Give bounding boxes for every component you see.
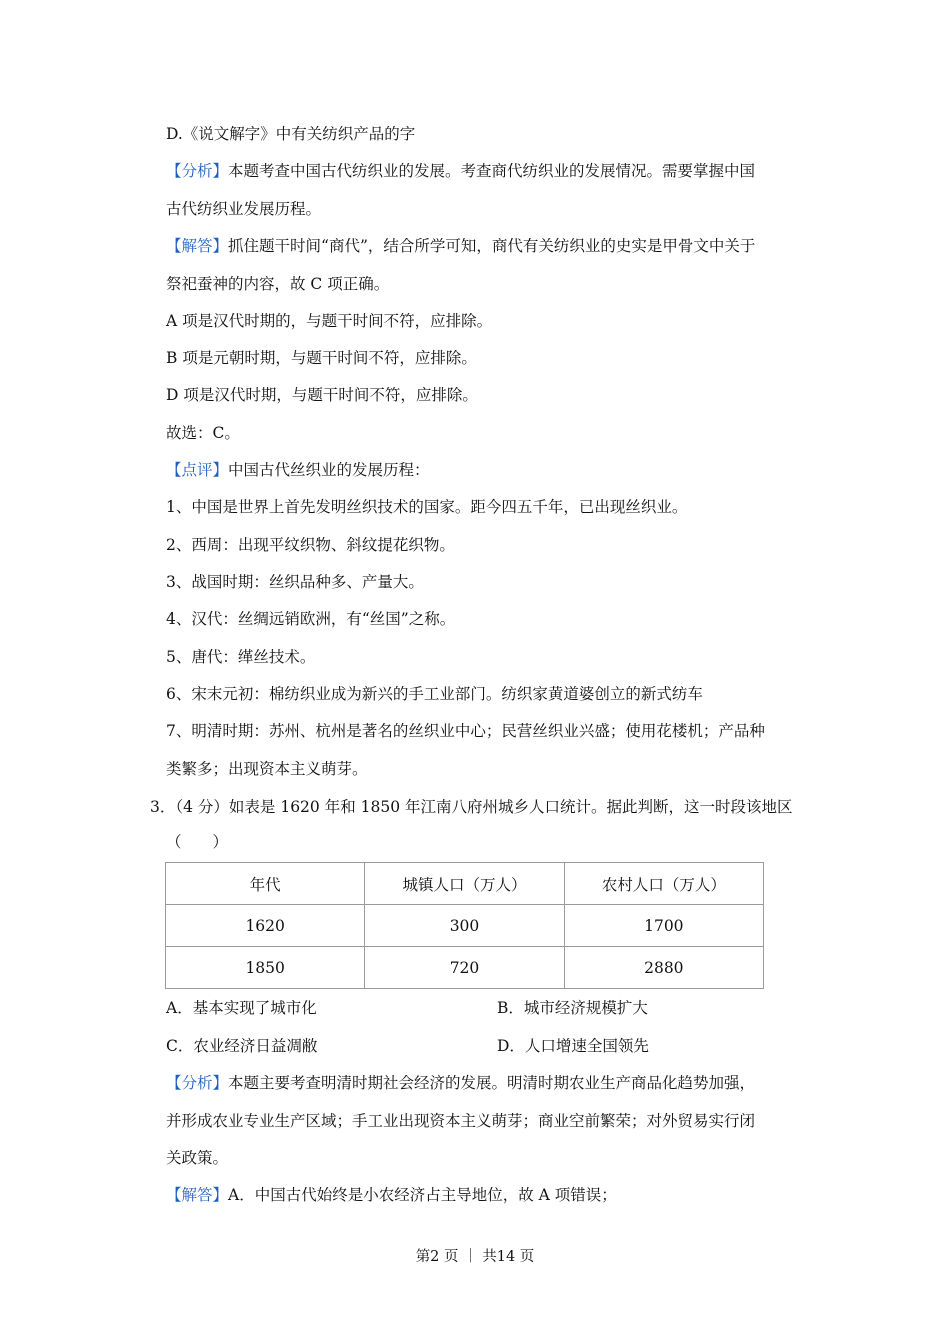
answer-text: 抓住题干时间“商代”，结合所学可知，商代有关纺织业的史实是甲骨文中关于 xyxy=(228,237,756,255)
analysis-tag: 【分析】 xyxy=(166,162,229,180)
q3-answer-line xyxy=(166,1185,816,1205)
answer-tag: 【解答】 xyxy=(166,237,229,255)
comment-item-7-cont: 类繁多；出现资本主义萌芽。 xyxy=(166,760,368,778)
question-3-stem: 3．（4 分）如表是 1620 年和 1850 年江南八府州城乡人口统计。据此判断，这一时段该地区 xyxy=(150,798,793,816)
answer-line xyxy=(166,236,816,256)
comment-item-5: 5、唐代：缂丝技术。 xyxy=(166,648,316,666)
table-cell: 1850 xyxy=(166,947,365,989)
analysis-text: 本题考查中国古代纺织业的发展。考查商代纺织业的发展情况。需要掌握中国 xyxy=(228,162,756,180)
comment-item-1: 1、中国是世界上首先发明丝织技术的国家。距今四五千年，已出现丝织业。 xyxy=(166,498,688,516)
answer-line-2: 祭祀蚕神的内容，故 C 项正确。 xyxy=(166,275,390,293)
q3-analysis-line xyxy=(166,1073,816,1093)
q3-answer-tag: 【解答】 xyxy=(166,1186,229,1204)
q3-answer-text: A．中国古代始终是小农经济占主导地位，故 A 项错误； xyxy=(228,1186,617,1204)
comment-item-2: 2、西周：出现平纹织物、斜纹提花织物。 xyxy=(166,536,455,554)
comment-tag: 【点评】 xyxy=(166,461,229,479)
option-c: C．农业经济日益凋敝 xyxy=(166,1037,318,1055)
comment-item-3: 3、战国时期：丝织品种多、产量大。 xyxy=(166,573,424,591)
table-header-cell: 农村人口（万人） xyxy=(564,863,763,905)
table-row xyxy=(166,947,764,989)
answer-line-5: D 项是汉代时期，与题干时间不符，应排除。 xyxy=(166,386,478,404)
answer-line-4: B 项是元朝时期，与题干时间不符，应排除。 xyxy=(166,349,477,367)
answer-line-3: A 项是汉代时期的，与题干时间不符，应排除。 xyxy=(166,312,493,330)
comment-text: 中国古代丝织业的发展历程： xyxy=(228,461,430,479)
table-cell: 1620 xyxy=(166,905,365,947)
table-header-cell: 年代 xyxy=(166,863,365,905)
option-d: D．人口增速全国领先 xyxy=(497,1037,649,1055)
option-b: B．城市经济规模扩大 xyxy=(497,999,648,1017)
comment-line xyxy=(166,460,816,480)
comment-item-4: 4、汉代：丝绸远销欧洲，有“丝国”之称。 xyxy=(166,610,456,628)
population-table xyxy=(165,862,764,989)
analysis-line-2: 古代纺织业发展历程。 xyxy=(166,200,322,218)
analysis-line xyxy=(166,161,816,181)
table-cell: 2880 xyxy=(564,947,763,989)
q3-analysis-line-3: 关政策。 xyxy=(166,1149,229,1167)
table-header-cell: 城镇人口（万人） xyxy=(365,863,564,905)
comment-item-6: 6、宋末元初：棉纺织业成为新兴的手工业部门。纺织家黄道婆创立的新式纺车 xyxy=(166,685,703,703)
table-row xyxy=(166,905,764,947)
q3-analysis-line-2: 并形成农业专业生产区域；手工业出现资本主义萌芽；商业空前繁荣；对外贸易实行闭 xyxy=(166,1112,756,1130)
table-cell: 720 xyxy=(365,947,564,989)
table-cell: 1700 xyxy=(564,905,763,947)
table-cell: 300 xyxy=(365,905,564,947)
answer-choice: 故选：C。 xyxy=(166,424,240,442)
q3-analysis-text: 本题主要考查明清时期社会经济的发展。明清时期农业生产商品化趋势加强， xyxy=(228,1074,756,1092)
question-3-paren: （ ） xyxy=(166,833,229,851)
option-d-line: D.《说文解字》中有关纺织产品的字 xyxy=(166,125,416,143)
option-a: A．基本实现了城市化 xyxy=(166,999,317,1017)
page-footer: 第2 页 ｜ 共14 页 xyxy=(415,1249,535,1265)
q3-analysis-tag: 【分析】 xyxy=(166,1074,229,1092)
table-header-row xyxy=(166,863,764,905)
comment-item-7: 7、明清时期：苏州、杭州是著名的丝织业中心；民营丝织业兴盛；使用花楼机；产品种 xyxy=(166,722,765,740)
